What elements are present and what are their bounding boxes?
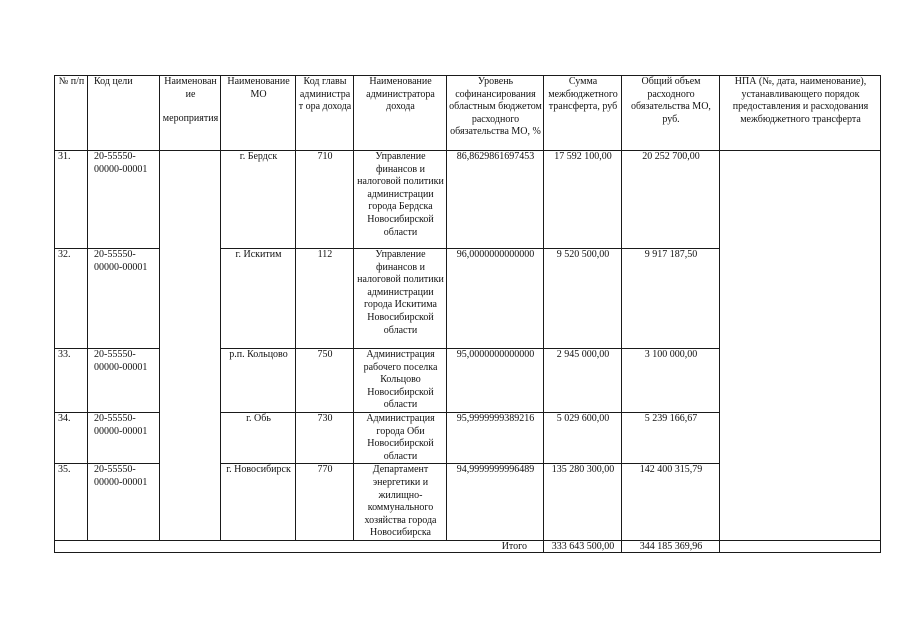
- header-goal-code: Код цели: [88, 76, 160, 151]
- header-transfer-sum: Сумма межбюджетного трансферта, руб: [544, 76, 622, 151]
- row-num: 34.: [55, 412, 88, 463]
- row-cofin: 95,9999999389216: [447, 412, 544, 463]
- row-admin-code: 112: [296, 249, 354, 349]
- header-total-obligation: Общий объем расходного обязательства МО, руб.: [622, 76, 720, 151]
- row-admin-code: 710: [296, 151, 354, 249]
- row-total: 5 239 166,67: [622, 412, 720, 463]
- row-num: 33.: [55, 349, 88, 413]
- row-admin-name: Департамент энергетики и жилищно-коммунального хозяйства города Новосибирска: [354, 464, 447, 541]
- row-total: 20 252 700,00: [622, 151, 720, 249]
- row-goal-code: 20-55550-00000-00001: [88, 349, 160, 413]
- header-event-name: [160, 76, 221, 151]
- header-npa: НПА (№, дата, наименование), устанавливающего порядок предоставления и расходования межбюджетного трансферта: [720, 76, 881, 151]
- row-num: 32.: [55, 249, 88, 349]
- header-cofin-level: Уровень софинансирования областным бюджетом расходного обязательства МО, %: [447, 76, 544, 151]
- row-goal-code: 20-55550-00000-00001: [88, 464, 160, 541]
- row-total: 142 400 315,79: [622, 464, 720, 541]
- header-event-name-b: мероприятия: [162, 113, 219, 125]
- row-admin-name: Управление финансов и налоговой политики администрации города Бердска Новосибирской области: [354, 151, 447, 249]
- row-num: 31.: [55, 151, 88, 249]
- transfers-table: [54, 75, 881, 553]
- row-goal-code: 20-55550-00000-00001: [88, 151, 160, 249]
- table-header-row: [55, 76, 881, 151]
- row-sum: 135 280 300,00: [544, 464, 622, 541]
- row-sum: 2 945 000,00: [544, 349, 622, 413]
- row-cofin: 86,8629861697453: [447, 151, 544, 249]
- row-cofin: 96,0000000000000: [447, 249, 544, 349]
- row-admin-name: Администрация города Оби Новосибирской области: [354, 412, 447, 463]
- row-mo: г. Искитим: [221, 249, 296, 349]
- row-admin-code: 750: [296, 349, 354, 413]
- row-num: 35.: [55, 464, 88, 541]
- total-obligation: 344 185 369,96: [622, 540, 720, 552]
- row-goal-code: 20-55550-00000-00001: [88, 249, 160, 349]
- row-admin-name: Администрация рабочего поселка Кольцово Новосибирской области: [354, 349, 447, 413]
- row-sum: 5 029 600,00: [544, 412, 622, 463]
- header-admin-code: Код главы администрат ора дохода: [296, 76, 354, 151]
- row-goal-code: 20-55550-00000-00001: [88, 412, 160, 463]
- row-mo: р.п. Кольцово: [221, 349, 296, 413]
- table-row: [55, 151, 881, 249]
- row-cofin: 94,9999999996489: [447, 464, 544, 541]
- row-cofin: 95,0000000000000: [447, 349, 544, 413]
- row-mo: г. Обь: [221, 412, 296, 463]
- header-num: № п/п: [55, 76, 88, 151]
- row-mo: г. Новосибирск: [221, 464, 296, 541]
- row-sum: 17 592 100,00: [544, 151, 622, 249]
- total-sum: 333 643 500,00: [544, 540, 622, 552]
- total-row: [55, 540, 881, 552]
- event-name-cell: [160, 151, 221, 541]
- header-mo-name: Наименование МО: [221, 76, 296, 151]
- total-label: Итого: [55, 540, 544, 552]
- header-event-name-a: Наименован ие: [164, 76, 217, 100]
- total-npa: [720, 540, 881, 552]
- row-sum: 9 520 500,00: [544, 249, 622, 349]
- npa-cell: [720, 151, 881, 541]
- header-admin-name: Наименование администратора дохода: [354, 76, 447, 151]
- row-admin-code: 730: [296, 412, 354, 463]
- row-total: 3 100 000,00: [622, 349, 720, 413]
- row-total: 9 917 187,50: [622, 249, 720, 349]
- row-admin-name: Управление финансов и налоговой политики администрации города Искитима Новосибирской области: [354, 249, 447, 349]
- row-mo: г. Бердск: [221, 151, 296, 249]
- row-admin-code: 770: [296, 464, 354, 541]
